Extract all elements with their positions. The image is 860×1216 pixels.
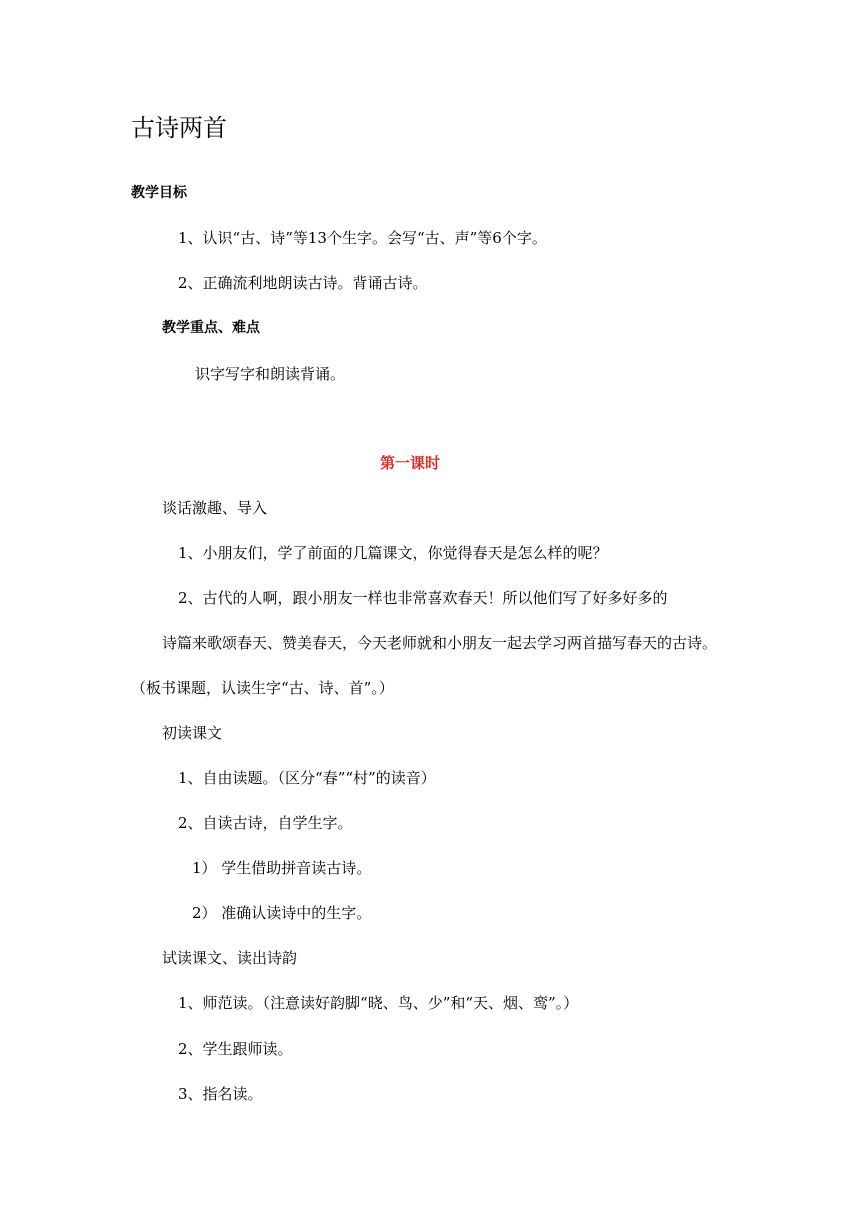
section-heading-intro: 谈话激趣、导入 (162, 499, 268, 517)
trial-reading-line-1: 1、师范读。（注意读好韵脚“晓、鸟、少”和“天、烟、鸾”。） (178, 994, 579, 1012)
trial-reading-line-3: 3、指名读。 (178, 1085, 263, 1103)
section-heading-first-reading: 初读课文 (162, 724, 223, 742)
intro-line-3: 诗篇来歌颂春天、赞美春天，今天老师就和小朋友一起去学习两首描写春天的古诗。 (162, 634, 718, 652)
objectives-heading: 教学目标 (131, 185, 187, 201)
document-title: 古诗两首 (131, 114, 227, 142)
key-points-text: 识字写字和朗读背诵。 (195, 365, 346, 383)
first-reading-subitem-2: 2） 准确认读诗中的生字。 (192, 904, 372, 922)
lesson-title: 第一课时 (379, 454, 440, 472)
intro-line-4: （板书课题，认读生字“古、诗、首”。） (131, 679, 394, 697)
intro-line-2: 2、古代的人啊，跟小朋友一样也非常喜欢春天！所以他们写了好多好多的 (178, 589, 668, 607)
intro-line-1: 1、小朋友们，学了前面的几篇课文，你觉得春天是怎么样的呢？ (178, 544, 608, 562)
section-heading-trial-reading: 试读课文、读出诗韵 (162, 949, 298, 967)
first-reading-line-1: 1、自由读题。（区分“春”“村”的读音） (178, 769, 436, 787)
first-reading-line-2: 2、自读古诗，自学生字。 (178, 814, 353, 832)
first-reading-subitem-1: 1） 学生借助拼音读古诗。 (192, 859, 372, 877)
trial-reading-line-2: 2、学生跟师读。 (178, 1040, 293, 1058)
objective-item-1: 1、认识“古、诗”等13个生字。会写“古、声”等6个字。 (178, 229, 547, 247)
key-points-heading: 教学重点、难点 (162, 320, 260, 336)
objective-item-2: 2、正确流利地朗读古诗。背诵古诗。 (178, 274, 428, 292)
